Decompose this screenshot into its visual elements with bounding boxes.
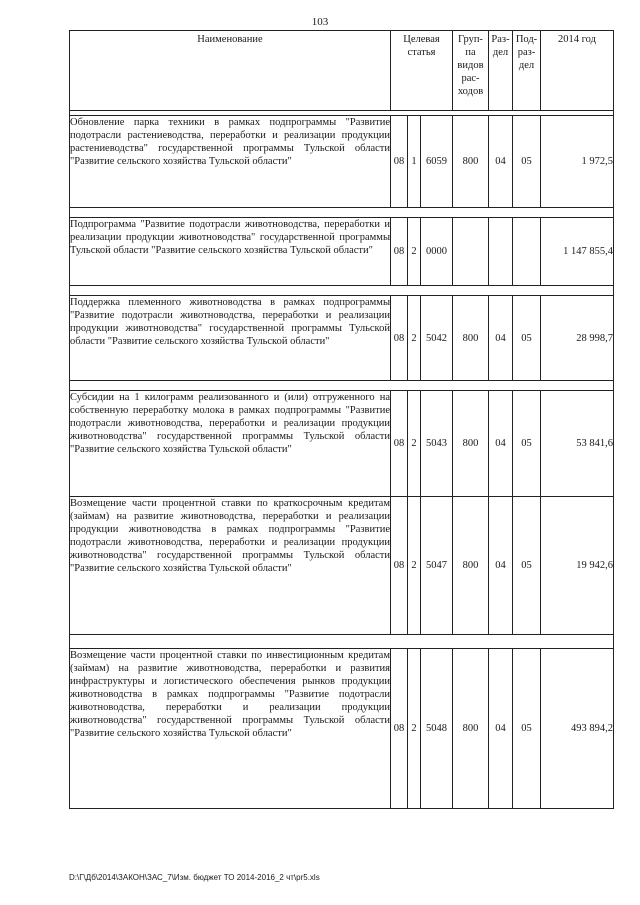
header-name: Наименование bbox=[70, 31, 391, 111]
row-amount: 493 894,2 bbox=[541, 649, 614, 809]
row-subsection: 05 bbox=[513, 296, 541, 381]
row-expense-group bbox=[453, 218, 489, 286]
row-code-program: 08 bbox=[391, 649, 408, 809]
row-code-subprogram: 2 bbox=[408, 649, 421, 809]
table-row bbox=[70, 497, 614, 635]
row-subsection: 05 bbox=[513, 649, 541, 809]
row-code-subprogram: 2 bbox=[408, 296, 421, 381]
row-expense-group: 800 bbox=[453, 497, 489, 635]
row-name: Субсидии на 1 килограмм реализованного и (или) отгруженного на собственную переработку молока в рамках подпрограммы "Развитие подотрасли животноводства, переработки и реализации продукции животноводства" государственной программы Тульской области "Развитие сельского хозяйства Тульской области" bbox=[70, 391, 391, 497]
row-section: 04 bbox=[489, 391, 513, 497]
row-expense-group: 800 bbox=[453, 296, 489, 381]
table-body bbox=[70, 111, 614, 809]
header-target-article: Целевая статья bbox=[391, 31, 453, 111]
row-section: 04 bbox=[489, 497, 513, 635]
row-name: Подпрограмма "Развитие подотрасли животноводства, переработки и реализации продукции животноводства" государственной программы Тульской области "Развитие сельского хозяйства Тульской области" bbox=[70, 218, 391, 286]
row-code-subprogram: 2 bbox=[408, 391, 421, 497]
row-code-item: 0000 bbox=[421, 218, 453, 286]
row-code-program: 08 bbox=[391, 218, 408, 286]
table-row bbox=[70, 296, 614, 381]
header-expense-group: Груп-па видов рас-ходов bbox=[453, 31, 489, 111]
row-code-item: 5042 bbox=[421, 296, 453, 381]
row-subsection bbox=[513, 218, 541, 286]
row-code-subprogram: 2 bbox=[408, 218, 421, 286]
row-name: Обновление парка техники в рамках подпрограммы "Развитие подотрасли растениеводства, переработки и реализации продукции растениеводства" государственной программы Тульской области "Развитие сельского хозяйства Тульской области" bbox=[70, 116, 391, 208]
row-code-subprogram: 1 bbox=[408, 116, 421, 208]
row-code-program: 08 bbox=[391, 296, 408, 381]
row-section: 04 bbox=[489, 296, 513, 381]
row-amount: 28 998,7 bbox=[541, 296, 614, 381]
header-subsection: Под-раз-дел bbox=[513, 31, 541, 111]
table-row bbox=[70, 218, 614, 286]
row-subsection: 05 bbox=[513, 116, 541, 208]
row-subsection: 05 bbox=[513, 497, 541, 635]
row-section bbox=[489, 218, 513, 286]
budget-table bbox=[69, 30, 614, 809]
row-amount: 1 147 855,4 bbox=[541, 218, 614, 286]
row-code-item: 5043 bbox=[421, 391, 453, 497]
file-path: D:\Г\Дб\2014\ЗАКОН\ЗАС_7\Изм. бюджет ТО 2014-2016_2 чт\pr5.xls bbox=[69, 873, 320, 882]
header-year-2014: 2014 год bbox=[541, 31, 614, 111]
row-subsection: 05 bbox=[513, 391, 541, 497]
row-name: Возмещение части процентной ставки по краткосрочным кредитам (займам) на развитие животноводства, переработки и реализации продукции животноводства в рамках подпрограммы "Развитие подотрасли животноводства, переработки и реализации продукции животноводства" государственной программы Тульской области "Развитие сельского хозяйства Тульской области" bbox=[70, 497, 391, 635]
row-amount: 19 942,6 bbox=[541, 497, 614, 635]
row-expense-group: 800 bbox=[453, 391, 489, 497]
table-row bbox=[70, 391, 614, 497]
page-number: 103 bbox=[311, 16, 329, 28]
row-code-subprogram: 2 bbox=[408, 497, 421, 635]
row-expense-group: 800 bbox=[453, 649, 489, 809]
row-code-item: 6059 bbox=[421, 116, 453, 208]
row-expense-group: 800 bbox=[453, 116, 489, 208]
row-amount: 1 972,5 bbox=[541, 116, 614, 208]
row-name: Возмещение части процентной ставки по инвестиционным кредитам (займам) на развитие животноводства, переработки и развития инфраструктуры и логистического обеспечения рынков продукции животноводства в рамках подпрограммы "Развитие подотрасли животноводства, переработки и реализации продукции животноводства" государственной программы Тульской области "Развитие сельского хозяйства Тульской области" bbox=[70, 649, 391, 809]
row-code-program: 08 bbox=[391, 497, 408, 635]
row-code-item: 5048 bbox=[421, 649, 453, 809]
table-row bbox=[70, 116, 614, 208]
row-amount: 53 841,6 bbox=[541, 391, 614, 497]
row-code-item: 5047 bbox=[421, 497, 453, 635]
table-row bbox=[70, 649, 614, 809]
row-section: 04 bbox=[489, 649, 513, 809]
row-section: 04 bbox=[489, 116, 513, 208]
row-name: Поддержка племенного животноводства в рамках подпрограммы "Развитие подотрасли животноводства, переработки и реализации продукции животноводства" государственной программы Тульской области "Развитие сельского хозяйства Тульской области" bbox=[70, 296, 391, 381]
header-section: Раз-дел bbox=[489, 31, 513, 111]
row-code-program: 08 bbox=[391, 391, 408, 497]
header-row bbox=[70, 31, 614, 111]
row-code-program: 08 bbox=[391, 116, 408, 208]
